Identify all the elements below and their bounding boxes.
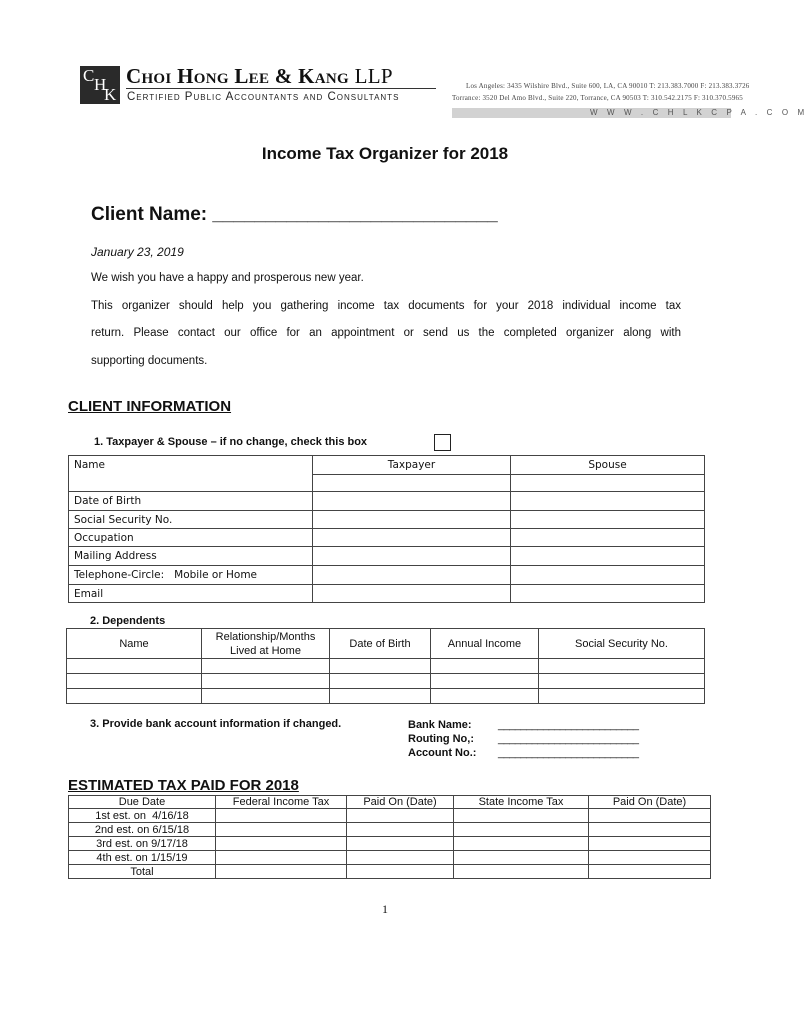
estimated-tax-heading: ESTIMATED TAX PAID FOR 2018 — [68, 777, 299, 794]
dep-cell[interactable] — [539, 689, 705, 704]
table-row — [67, 659, 705, 674]
greeting: We wish you have a happy and prosperous new year. — [91, 272, 364, 284]
label-cell — [69, 475, 313, 492]
est-cell[interactable] — [589, 851, 711, 865]
table-row — [69, 823, 711, 837]
spouse-email-cell[interactable] — [511, 585, 705, 603]
est-cell[interactable] — [216, 823, 347, 837]
logo-letter-c: C — [83, 66, 95, 85]
dep-cell[interactable] — [431, 659, 539, 674]
table-row — [69, 566, 705, 585]
dep-cell[interactable] — [330, 689, 431, 704]
row-label-ssn: Social Security No. — [69, 511, 313, 529]
dep-header-income: Annual Income — [431, 629, 539, 659]
dep-header-dob: Date of Birth — [330, 629, 431, 659]
address-torrance: Torrance: 3520 Del Amo Blvd., Suite 220, Torrance, CA 90503 T: 310.542.2175 F: 310.370.5965 — [452, 94, 743, 102]
est-cell[interactable] — [216, 851, 347, 865]
table-row — [69, 529, 705, 547]
bank-name-field[interactable]: _________________________ — [498, 719, 639, 731]
intro-line-3: supporting documents. — [91, 355, 208, 367]
est-header-state: State Income Tax — [454, 796, 589, 809]
firm-name — [126, 64, 393, 89]
spouse-ssn-cell[interactable] — [511, 511, 705, 529]
letter-date: January 23, 2019 — [91, 245, 184, 259]
dep-cell[interactable] — [431, 689, 539, 704]
intro-line-2: return. Please contact our office for an appointment or send us the completed organizer along with — [91, 327, 681, 339]
dep-cell[interactable] — [67, 689, 202, 704]
table-row — [69, 851, 711, 865]
table-row — [67, 674, 705, 689]
page-title: Income Tax Organizer for 2018 — [261, 144, 509, 163]
est-cell[interactable] — [589, 823, 711, 837]
firm-subtitle: Certified Public Accountants and Consultants — [127, 91, 400, 103]
account-label: Account No.: — [408, 747, 477, 759]
spouse-occupation-cell[interactable] — [511, 529, 705, 547]
table-header-row — [69, 456, 705, 475]
bank-labels — [408, 718, 476, 760]
row-label-telephone: Telephone-Circle: Mobile or Home — [69, 566, 313, 585]
est-cell[interactable] — [589, 865, 711, 879]
est-cell[interactable] — [347, 851, 454, 865]
est-due-4: 4th est. on 1/15/19 — [69, 851, 216, 865]
dep-cell[interactable] — [330, 659, 431, 674]
est-header-state-paid-on: Paid On (Date) — [589, 796, 711, 809]
dep-cell[interactable] — [202, 659, 330, 674]
est-cell[interactable] — [347, 865, 454, 879]
row-label-occupation: Occupation — [69, 529, 313, 547]
table-row — [69, 837, 711, 851]
est-header-fed-paid-on: Paid On (Date) — [347, 796, 454, 809]
dep-header-relationship — [202, 629, 330, 659]
no-change-checkbox[interactable] — [434, 434, 451, 451]
est-cell[interactable] — [454, 809, 589, 823]
taxpayer-email-cell[interactable] — [313, 585, 511, 603]
taxpayer-spouse-table — [68, 455, 705, 603]
dep-cell[interactable] — [330, 674, 431, 689]
row-label-dob: Date of Birth — [69, 492, 313, 511]
est-cell[interactable] — [216, 837, 347, 851]
taxpayer-dob-cell[interactable] — [313, 492, 511, 511]
est-cell[interactable] — [347, 823, 454, 837]
est-cell[interactable] — [454, 851, 589, 865]
est-cell[interactable] — [454, 823, 589, 837]
spouse-dob-cell[interactable] — [511, 492, 705, 511]
table-row — [69, 809, 711, 823]
table-header-row — [69, 796, 711, 809]
spouse-address-cell[interactable] — [511, 547, 705, 566]
dep-cell[interactable] — [539, 659, 705, 674]
intro-line-1: This organizer should help you gathering income tax documents for your 2018 individual income tax — [91, 300, 681, 312]
dep-cell[interactable] — [67, 659, 202, 674]
est-cell[interactable] — [454, 837, 589, 851]
taxpayer-telephone-cell[interactable] — [313, 566, 511, 585]
row-label-email: Email — [69, 585, 313, 603]
est-due-1: 1st est. on 4/16/18 — [69, 809, 216, 823]
taxpayer-ssn-cell[interactable] — [313, 511, 511, 529]
dep-cell[interactable] — [431, 674, 539, 689]
page-number: 1 — [382, 902, 388, 916]
spouse-cell[interactable] — [511, 475, 705, 492]
dep-cell[interactable] — [539, 674, 705, 689]
table-header-row — [67, 629, 705, 659]
firm-website: W W W . C H L K C P A . C O M — [590, 108, 808, 117]
dep-header-relationship-line1: Relationship/Months — [215, 630, 316, 643]
bank-fields — [498, 718, 638, 760]
est-header-due-date: Due Date — [69, 796, 216, 809]
bank-heading: 3. Provide bank account information if changed. — [90, 718, 342, 730]
firm-name-text: Choi Hong Lee & Kang — [126, 64, 350, 88]
row-label-address: Mailing Address — [69, 547, 313, 566]
taxpayer-address-cell[interactable] — [313, 547, 511, 566]
table-row — [69, 585, 705, 603]
taxpayer-occupation-cell[interactable] — [313, 529, 511, 547]
routing-label: Routing No,: — [408, 733, 474, 745]
dep-cell[interactable] — [67, 674, 202, 689]
routing-field[interactable]: _________________________ — [498, 733, 639, 745]
est-cell[interactable] — [347, 809, 454, 823]
est-cell[interactable] — [454, 865, 589, 879]
est-due-2: 2nd est. on 6/15/18 — [69, 823, 216, 837]
client-name-field[interactable]: Client Name: ___________________________ — [91, 204, 498, 225]
logo-letter-h: H — [94, 75, 107, 94]
taxpayer-spouse-label: 1. Taxpayer & Spouse – if no change, check this box — [94, 436, 368, 448]
est-cell[interactable] — [589, 809, 711, 823]
logo-letter-k: K — [104, 85, 117, 104]
dep-header-ssn: Social Security No. — [539, 629, 705, 659]
dependents-table — [66, 628, 705, 704]
firm-name-rule — [126, 88, 436, 89]
est-due-3: 3rd est. on 9/17/18 — [69, 837, 216, 851]
firm-name-suffix: LLP — [354, 64, 393, 88]
dep-header-name: Name — [67, 629, 202, 659]
table-row — [69, 511, 705, 529]
account-field[interactable]: _________________________ — [498, 747, 639, 759]
est-cell[interactable] — [216, 865, 347, 879]
est-cell[interactable] — [347, 837, 454, 851]
taxpayer-cell[interactable] — [313, 475, 511, 492]
header-name: Name — [69, 456, 313, 475]
header-taxpayer: Taxpayer — [313, 456, 511, 475]
table-row — [69, 865, 711, 879]
dep-header-relationship-line2: Lived at Home — [230, 644, 301, 657]
dep-cell[interactable] — [202, 689, 330, 704]
est-cell[interactable] — [216, 809, 347, 823]
client-info-heading: CLIENT INFORMATION — [68, 398, 232, 415]
dep-cell[interactable] — [202, 674, 330, 689]
address-los-angeles: Los Angeles: 3435 Wilshire Blvd., Suite 600, LA, CA 90010 T: 213.383.7000 F: 213.383.3726 — [466, 82, 750, 90]
est-header-federal: Federal Income Tax — [216, 796, 347, 809]
table-row — [69, 547, 705, 566]
bank-name-label: Bank Name: — [408, 719, 472, 731]
header-spouse: Spouse — [511, 456, 705, 475]
table-row — [69, 475, 705, 492]
est-cell[interactable] — [589, 837, 711, 851]
dependents-heading: 2. Dependents — [90, 615, 166, 627]
table-row — [69, 492, 705, 511]
table-row — [67, 689, 705, 704]
est-total: Total — [69, 865, 216, 879]
firm-logo — [80, 66, 120, 104]
spouse-telephone-cell[interactable] — [511, 566, 705, 585]
estimated-tax-table — [68, 795, 711, 879]
